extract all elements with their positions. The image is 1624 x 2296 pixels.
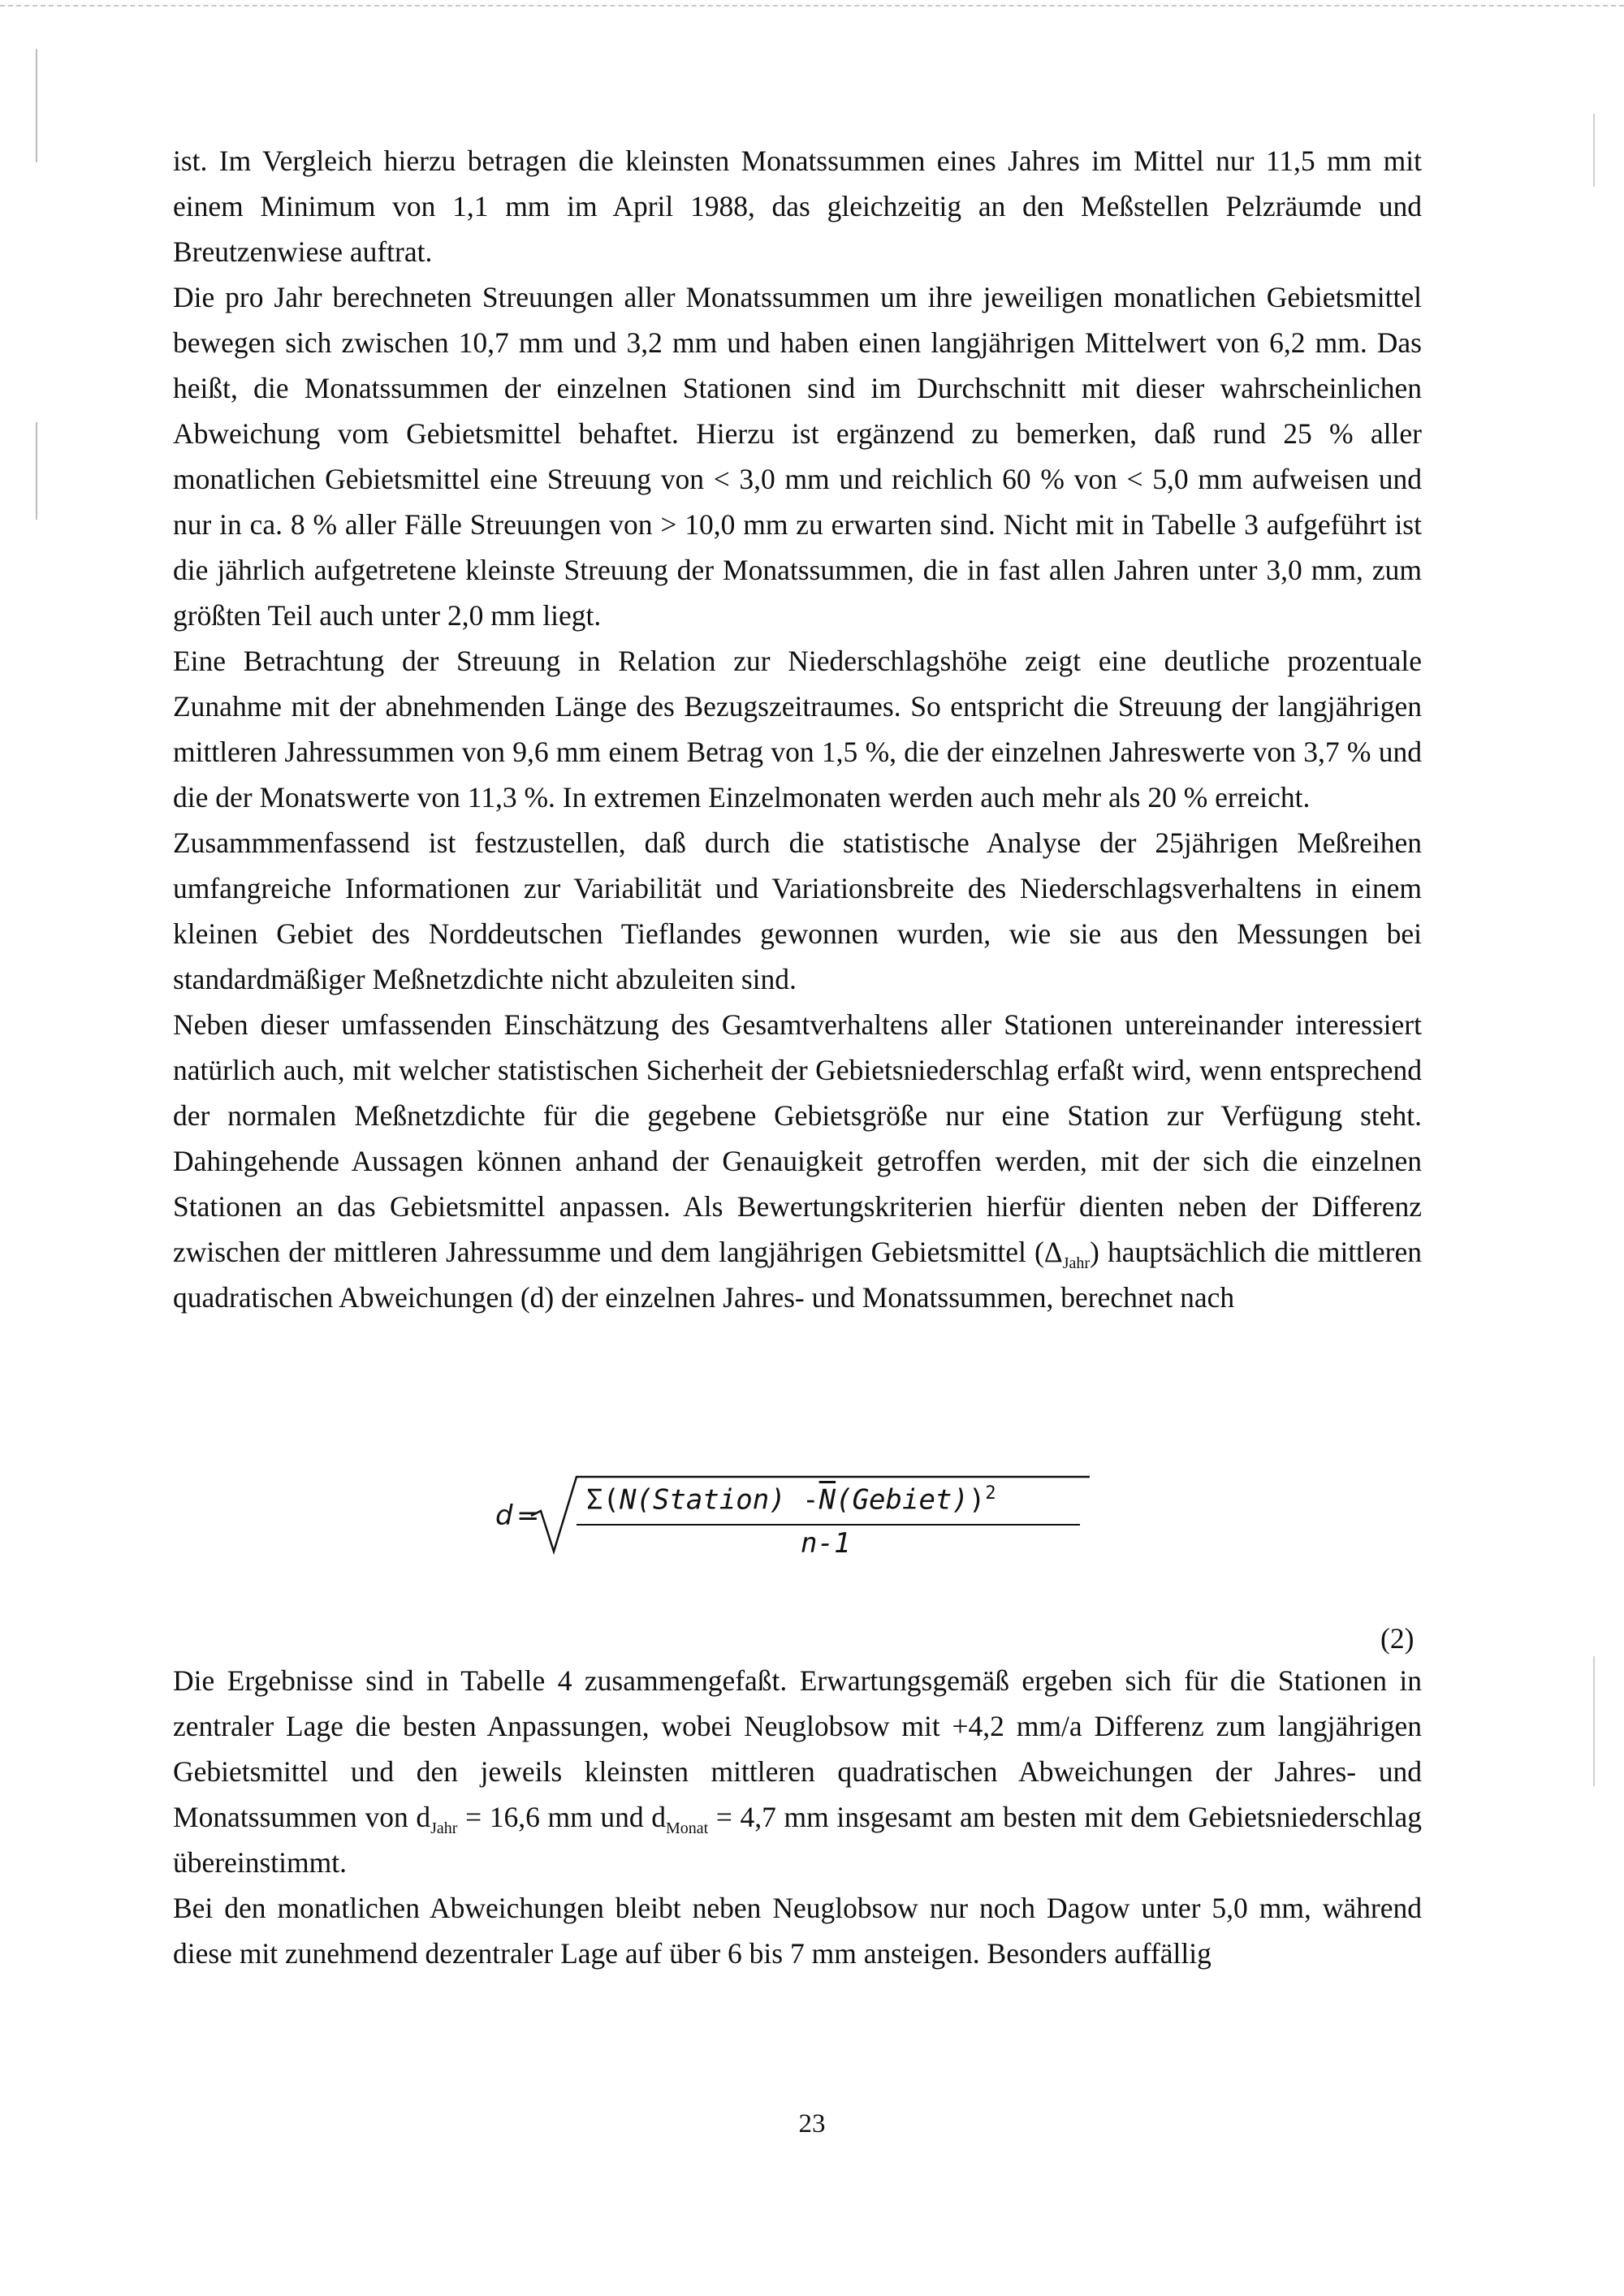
rms-deviation-formula (495, 1474, 1112, 1571)
scan-left-edge-mark (36, 422, 37, 520)
body-text-upper (173, 138, 1422, 1320)
paragraph: Eine Betrachtung der Streuung in Relation zur Niederschlagshöhe zeigt eine deutliche prozentuale Zunahme mit der abnehmenden Länge des Bezugszeitraumes. So entspricht die Streuung der langjährigen mittleren Jahressummen von 9,6 mm einem Betrag von 1,5 %, die der einzelnen Jahreswerte von 3,7 % und die der Monatswerte von 11,3 %. In extremen Einzelmonaten werden auch mehr als 20 % erreicht. (173, 645, 1422, 814)
scan-right-edge-mark (1593, 114, 1595, 187)
body-text-lower (173, 1658, 1422, 1976)
scan-left-edge-mark (36, 49, 37, 162)
scan-top-edge (0, 5, 1624, 6)
paragraph: Die pro Jahr berechneten Streuungen aller Monatssummen um ihre jeweiligen monatlichen Gebietsmittel bewegen sich zwischen 10,7 mm und 3,2 mm und haben einen langjährigen Mittelwert von 6,2 mm. Das heißt, die Monatssummen der einzelnen Stationen sind im Durchschnitt mit dieser wahrscheinlichen Abweichung vom Gebietsmittel behaftet. Hierzu ist ergänzend zu bemerken, daß rund 25 % aller monatlichen Gebietsmittel eine Streuung von < 3,0 mm und reichlich 60 % von < 5,0 mm aufweisen und nur in ca. 8 % aller Fälle Streuungen von > 10,0 mm zu erwarten sind. Nicht mit in Tabelle 3 aufgeführt ist die jährlich aufgetretene kleinste Streuung der Monatssummen, die in fast allen Jahren unter 3,0 mm, zum größten Teil auch unter 2,0 mm liegt. (173, 281, 1422, 632)
paragraph: ist. Im Vergleich hierzu betragen die kleinsten Monatssummen eines Jahres im Mittel nur 11,5 mm mit einem Minimum von 1,1 mm im April 1988, das gleichzeitig an den Meßstellen Pelzräumde und Breutzenwiese auftrat. (173, 145, 1422, 268)
paragraph: Zusammmenfassend ist festzustellen, daß durch die statistische Analyse der 25jährigen Meßreihen umfangreiche Informationen zur Variabilität und Variationsbreite des Niederschlagsverhaltens in einem kleinen Gebiet des Norddeutschen Tieflandes gewonnen wurden, wie sie aus den Messungen bei standardmäßiger Meßnetzdichte nicht abzuleiten sind. (173, 826, 1422, 995)
paragraph: Bei den monatlichen Abweichungen bleibt neben Neuglobsow nur noch Dagow unter 5,0 mm, während diese mit zunehmend dezentraler Lage auf über 6 bis 7 mm ansteigen. Besonders auffällig (173, 1892, 1422, 1970)
formula-sigma: Σ( (586, 1483, 620, 1517)
formula-n-gebiet: (Gebiet) (836, 1483, 969, 1517)
paragraph-text: Neben dieser umfassenden Einschätzung des Gesamtverhaltens aller Stationen untereinander interessiert natürlich auch, mit welcher statistischen Sicherheit der Gebietsniederschlag erfaßt wird, wenn entsprechend der normalen Meßnetzdichte für die gegebene Gebietsgröße nur eine Station zur Verfügung steht. Dahingehende Aussagen können anhand der Genauigkeit getroffen werden, mit der sich die einzelnen Stationen an das Gebietsmittel anpassen. Als Bewertungskriterien hierfür dienten neben der Differenz zwischen der mittleren Jahressumme und dem langjährigen Gebietsmittel (Δ (173, 1008, 1422, 1268)
paragraph (173, 1002, 1422, 1320)
formula-close: ) (968, 1483, 986, 1517)
fraction-bar (577, 1524, 1080, 1526)
formula-minus: - (785, 1483, 819, 1517)
formula-n-gebiet-bar: $\overline{N}$ (818, 1483, 836, 1517)
equation-number: (2) (1380, 1622, 1415, 1655)
subscript-jahr: Jahr (1062, 1254, 1091, 1273)
paragraph-text: Die Ergebnisse sind in Tabelle 4 zusammengefaßt. Erwartungsgemäß ergeben sich für die Stationen in zentraler Lage die besten Anpassungen, wobei Neuglobsow mit +4,2 mm/a Differenz zum langjährigen Gebietsmittel und den jeweils kleinsten mittleren quadratischen Abweichungen der Jahres- und Monatssummen von d (173, 1664, 1422, 1833)
scan-right-edge-mark (1593, 1656, 1595, 1786)
paragraph-text: = 4,7 mm insgesamt am besten mit dem Gebietsniederschlag übereinstimmt. (173, 1801, 1422, 1879)
page-number: 23 (798, 2109, 826, 2138)
paragraph-text: ) hauptsächlich die mittleren quadratischen Abweichungen (d) der einzelnen Jahres- und Monatssummen, berechnet nach (173, 1236, 1422, 1314)
formula-lhs: d (495, 1500, 513, 1532)
paragraph-text: = 16,6 mm und d (457, 1801, 667, 1833)
subscript-jahr: Jahr (430, 1819, 458, 1838)
formula-power: 2 (985, 1483, 996, 1504)
formula-equals: = (516, 1500, 540, 1532)
formula-numerator (586, 1483, 996, 1516)
formula-n-station: N(Station) (619, 1483, 786, 1517)
paragraph (173, 1658, 1422, 1885)
formula-denominator: n-1 (801, 1527, 851, 1560)
subscript-monat: Monat (666, 1819, 709, 1838)
